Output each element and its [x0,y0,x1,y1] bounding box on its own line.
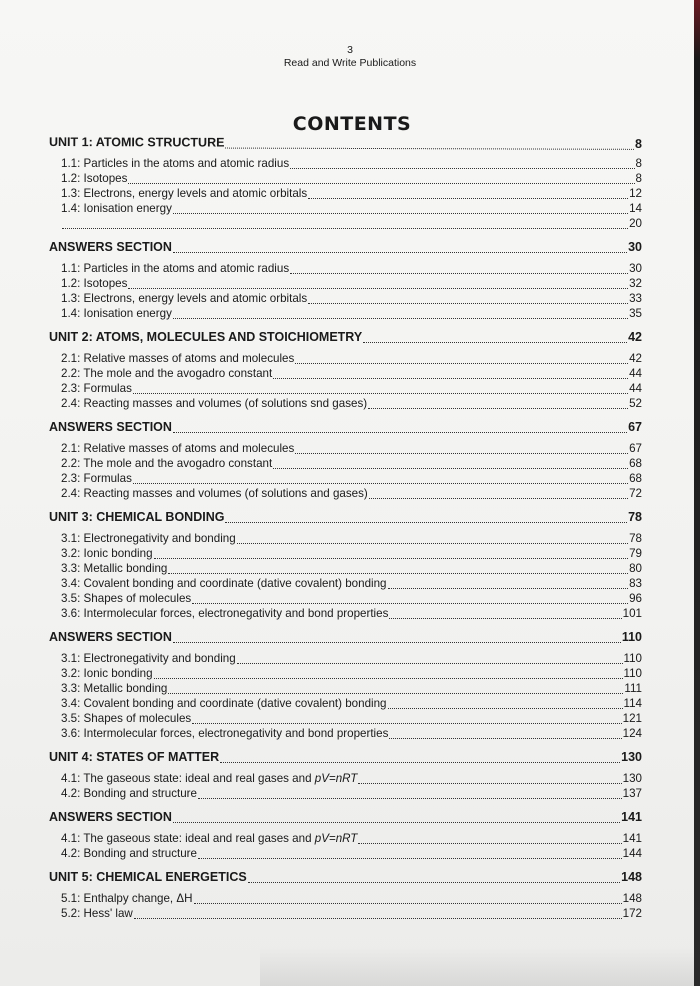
entry-title [61,352,294,365]
toc-entry [49,727,642,742]
dot-leader [168,693,623,694]
entry-title [61,187,307,200]
dot-leader [273,378,628,379]
dot-leader [308,198,628,199]
entry-page-number: 14 [629,202,642,215]
entry-title [61,712,191,725]
entry-text: 3.6: Intermolecular forces, electronegativity and bond properties [61,607,389,620]
dot-leader [128,288,628,289]
entry-formula: pV=nRT [314,832,358,845]
toc-entry [49,712,642,727]
section-page-number: 141 [621,810,642,824]
entry-page-number: 68 [629,472,642,485]
entry-text: 4.2: Bonding and structure [61,787,197,800]
dot-leader [308,303,628,304]
entry-page-number: 172 [622,907,642,920]
toc-entry [49,307,642,322]
toc-section-heading [49,870,642,886]
toc-entry [49,847,642,862]
toc-entry [49,697,642,712]
entry-page-number: 68 [629,457,642,470]
entry-formula: pV=nRT [314,772,358,785]
entry-page-number: 110 [623,652,642,665]
entry-title [61,397,367,410]
dot-leader [173,213,628,214]
entry-title [61,547,153,560]
toc-entry [49,172,642,187]
entry-text: 4.1: The gaseous state: ideal and real gases and [61,772,315,785]
toc-entry [49,292,642,307]
entry-title [61,382,132,395]
entry-title [61,202,172,215]
toc-entry [49,577,642,592]
section-title: UNIT 3: CHEMICAL BONDING [49,510,225,524]
dot-leader [388,708,623,709]
toc-entry [49,442,642,457]
toc-entry [49,892,642,907]
dot-leader [133,483,628,484]
entry-page-number: 114 [623,697,642,710]
toc-entry [49,352,642,367]
entry-text: 5.1: Enthalpy change, ΔH [61,892,193,905]
entry-title [61,697,387,710]
section-title: UNIT 2: ATOMS, MOLECULES AND STOICHIOMETRY [49,330,363,344]
section-page-number: 8 [635,136,643,151]
section-title: UNIT 1: ATOMIC STRUCTURE [48,135,225,150]
toc-section-heading [49,810,642,826]
dot-leader [237,663,623,664]
entry-page-number: 32 [629,277,642,290]
toc-section-heading [49,330,642,346]
entry-text: 3.5: Shapes of molecules [61,712,192,725]
entry-title [61,172,127,185]
entry-text: 3.1: Electronegativity and bonding [61,652,236,665]
section-title: ANSWERS SECTION [49,420,172,434]
entry-text: 2.4: Reacting masses and volumes (of solutions snd gases) [61,397,368,410]
dot-leader [273,468,628,469]
entry-text: 2.3: Formulas [61,472,132,485]
entry-text: 3.6: Intermolecular forces, electronegativity and bond properties [61,727,389,740]
entry-text: 3.4: Covalent bonding and coordinate (dative covalent) bonding [61,697,387,710]
entry-title [61,772,357,785]
section-page-number: 78 [628,510,642,524]
dot-leader [194,903,622,904]
entry-page-number: 144 [622,847,642,860]
dot-leader [388,588,629,589]
toc-entry [49,907,642,922]
toc-entry [49,397,642,412]
toc-section-heading [49,420,642,436]
toc-trailing-entry [49,217,642,232]
entry-page-number: 141 [622,832,642,845]
entry-title [61,562,167,575]
page-header [0,44,700,70]
dot-leader [225,522,627,523]
entry-title [61,442,294,455]
entry-page-number: 83 [629,577,642,590]
entry-page-number: 121 [622,712,642,725]
entry-page-number: 124 [622,727,642,740]
entry-page-number: 101 [622,607,642,620]
entry-page-number: 72 [629,487,642,500]
toc-section-heading [49,510,642,526]
dot-leader [363,342,627,343]
dot-leader [389,618,621,619]
dot-leader [154,678,623,679]
section-title: UNIT 5: CHEMICAL ENERGETICS [49,870,247,884]
entry-page-number: 52 [629,397,642,410]
dot-leader [290,273,628,274]
section-page-number: 67 [628,420,642,434]
section-title: UNIT 4: STATES OF MATTER [49,750,220,764]
section-title: ANSWERS SECTION [49,630,172,644]
toc-entry [49,772,642,787]
entry-text: 1.4: Ionisation energy [61,202,172,215]
dot-leader [295,363,628,364]
entry-title [61,472,132,485]
entry-text: 4.2: Bonding and structure [61,847,197,860]
entry-title [61,787,197,800]
entry-text: 5.2: Hess' law [61,907,133,920]
entry-text: 3.2: Ionic bonding [61,667,153,680]
entry-page-number: 44 [629,382,642,395]
entry-title [61,607,388,620]
toc-entry [49,262,642,277]
entry-page-number: 137 [622,787,642,800]
toc-section-heading [49,135,642,153]
entry-text: 2.1: Relative masses of atoms and molecules [61,352,295,365]
toc-entry [49,832,642,847]
toc-entry [49,202,642,217]
toc-entry [49,547,642,562]
entry-text: 2.1: Relative masses of atoms and molecules [61,442,295,455]
publisher-name: Read and Write Publications [283,57,417,69]
dot-leader [358,843,621,844]
entry-page-number: 8 [635,157,642,170]
entry-text: 4.1: The gaseous state: ideal and real gases and [61,832,315,845]
dot-leader [173,432,627,433]
dot-leader [173,252,627,253]
dot-leader [198,798,622,799]
toc-section-heading [49,630,642,646]
entry-title [61,652,236,665]
toc-entry [49,157,642,172]
toc-entry [49,277,642,292]
dot-leader [173,642,621,643]
entry-text: 1.1: Particles in the atoms and atomic radius [61,262,290,275]
section-title: ANSWERS SECTION [49,240,172,254]
dot-leader [198,858,622,859]
toc-entry [49,667,642,682]
section-title: ANSWERS SECTION [49,810,172,824]
toc-entry [49,367,642,382]
toc-entry [49,532,642,547]
dot-leader [154,558,629,559]
entry-page-number: 33 [629,292,642,305]
dot-leader [248,882,620,883]
entry-text: 2.2: The mole and the avogadro constant [61,457,273,470]
entry-title [61,307,172,320]
dot-leader [237,543,628,544]
entry-text: 1.3: Electrons, energy levels and atomic orbitals [61,187,308,200]
entry-text: 1.1: Particles in the atoms and atomic radius [61,157,290,170]
entry-text: 2.4: Reacting masses and volumes (of solutions and gases) [61,487,368,500]
dot-leader [389,738,621,739]
entry-title [61,847,197,860]
section-page-number: 130 [621,750,642,764]
dot-leader [358,783,621,784]
entry-page-number: 79 [629,547,642,560]
entry-title [61,292,307,305]
entry-title [61,592,191,605]
toc-entry [49,457,642,472]
entry-page-number: 35 [629,307,642,320]
contents-title: CONTENTS [292,113,412,135]
toc-entry [49,487,642,502]
dot-leader [368,408,628,409]
entry-text: 1.2: Isotopes [61,277,128,290]
entry-title [61,577,387,590]
toc-section-heading [49,240,642,256]
entry-title [61,667,153,680]
entry-page-number: 12 [629,187,642,200]
entry-text: 3.3: Metallic bonding [61,562,168,575]
entry-text: 3.4: Covalent bonding and coordinate (dative covalent) bonding [61,577,387,590]
toc-entry [49,382,642,397]
toc-entry [49,682,642,697]
entry-title [61,907,133,920]
entry-page-number: 30 [629,262,642,275]
entry-page-number: 67 [629,442,642,455]
entry-page-number: 96 [629,592,642,605]
entry-text: 3.2: Ionic bonding [61,547,153,560]
section-page-number: 42 [628,330,642,344]
entry-page-number: 130 [622,772,642,785]
entry-page-number: 78 [629,532,642,545]
entry-title [61,727,388,740]
dot-leader [128,183,634,184]
page-edge [694,0,700,986]
dot-leader [173,822,620,823]
entry-text: 1.3: Electrons, energy levels and atomic orbitals [61,292,308,305]
entry-page-number: 20 [629,217,642,230]
entry-title [61,157,289,170]
toc-entry [49,187,642,202]
toc-entry [49,562,642,577]
toc-entry [49,592,642,607]
page-shadow [260,946,700,986]
section-page-number: 148 [621,870,642,884]
dot-leader [192,723,621,724]
toc-entry [49,652,642,667]
dot-leader [220,762,620,763]
entry-title [61,832,357,845]
entry-text: 3.1: Electronegativity and bonding [61,532,236,545]
entry-page-number: 110 [623,667,642,680]
dot-leader [173,318,628,319]
dot-leader [192,603,628,604]
entry-text: 1.2: Isotopes [61,172,128,185]
entry-page-number: 80 [629,562,642,575]
dot-leader [225,148,634,150]
entry-page-number: 42 [629,352,642,365]
entry-text: 2.3: Formulas [61,382,132,395]
entry-page-number: 44 [629,367,642,380]
section-page-number: 110 [621,630,642,644]
entry-title [61,532,236,545]
entry-text: 1.4: Ionisation energy [61,307,172,320]
toc-entry [49,472,642,487]
entry-page-number: 148 [622,892,642,905]
section-page-number: 30 [628,240,642,254]
entry-page-number: 8 [635,172,642,185]
entry-title [61,457,272,470]
toc-entry [49,787,642,802]
entry-text: 3.3: Metallic bonding [61,682,168,695]
dot-leader [369,498,628,499]
toc-section-heading [49,750,642,766]
table-of-contents [49,135,642,922]
dot-leader [295,453,628,454]
page-number: 3 [347,44,353,56]
dot-leader [133,393,628,394]
entry-title [61,277,127,290]
entry-text: 3.5: Shapes of molecules [61,592,192,605]
entry-title [61,487,368,500]
entry-title [61,682,167,695]
entry-text: 2.2: The mole and the avogadro constant [61,367,273,380]
dot-leader [168,573,628,574]
entry-title [61,367,272,380]
entry-page-number: 111 [624,682,642,695]
dot-leader [62,228,628,229]
entry-title [61,262,289,275]
dot-leader [134,918,622,919]
entry-title [61,892,193,905]
toc-entry [49,607,642,622]
dot-leader [290,168,634,169]
